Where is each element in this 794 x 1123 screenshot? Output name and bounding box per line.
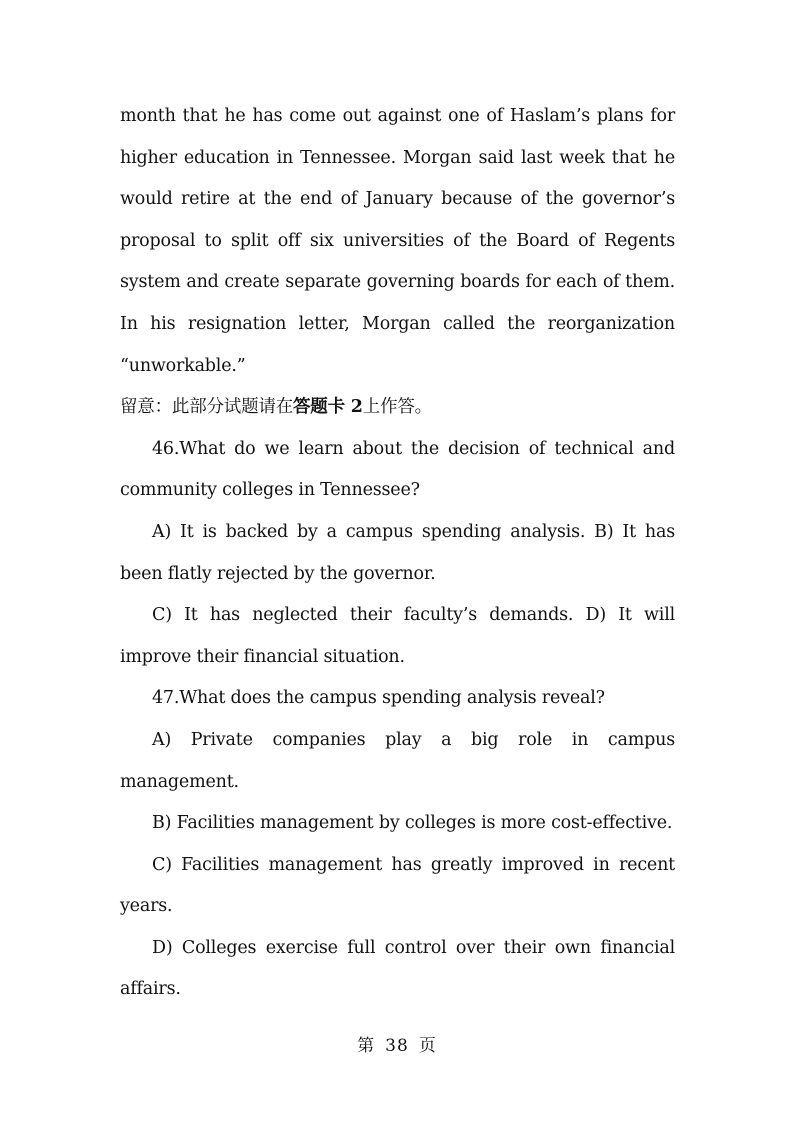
- passage-continuation: month that he has come out against one of Haslam’s plans for higher education in Tennessee. Morgan said last week that he would retire at the end of January because of the governor’s proposal to split off six universities of the Board of Regents system and create separate governing boards for each of them. In his resignation letter, Morgan called the reorganization “unworkable.”: [120, 106, 675, 376]
- notice-emphasis: 答题卡 2: [293, 397, 363, 418]
- notice-prefix: 留意：此部分试题请在: [120, 397, 293, 418]
- footer-suffix: 页: [418, 1036, 437, 1056]
- question-47-option-b: B) Facilities management by colleges is more cost-effective.: [152, 813, 673, 834]
- question-46-options-ab: A) It is backed by a campus spending analysis. B) It has been flatly rejected by the governor.: [120, 521, 675, 584]
- question-46-stem: 46.What do we learn about the decision of technical and community colleges in Tennessee?: [120, 438, 675, 501]
- question-47-option-c: C) Facilities management has greatly improved in recent years.: [120, 854, 675, 917]
- page-body: [120, 96, 675, 1011]
- question-46-options-cd: C) It has neglected their faculty’s demands. D) It will improve their financial situation.: [120, 605, 675, 667]
- question-47-option-d: D) Colleges exercise full control over their own financial affairs.: [120, 937, 675, 1000]
- question-47-stem: 47.What does the campus spending analysis reveal?: [152, 688, 605, 709]
- notice-suffix: 上作答。: [362, 397, 432, 418]
- question-47-option-a: A) Private companies play a big role in campus management.: [120, 729, 675, 792]
- footer-prefix: 第: [357, 1036, 376, 1056]
- answer-sheet-notice: [120, 387, 675, 429]
- page-footer: [0, 1031, 794, 1056]
- page-number: 38: [385, 1036, 409, 1056]
